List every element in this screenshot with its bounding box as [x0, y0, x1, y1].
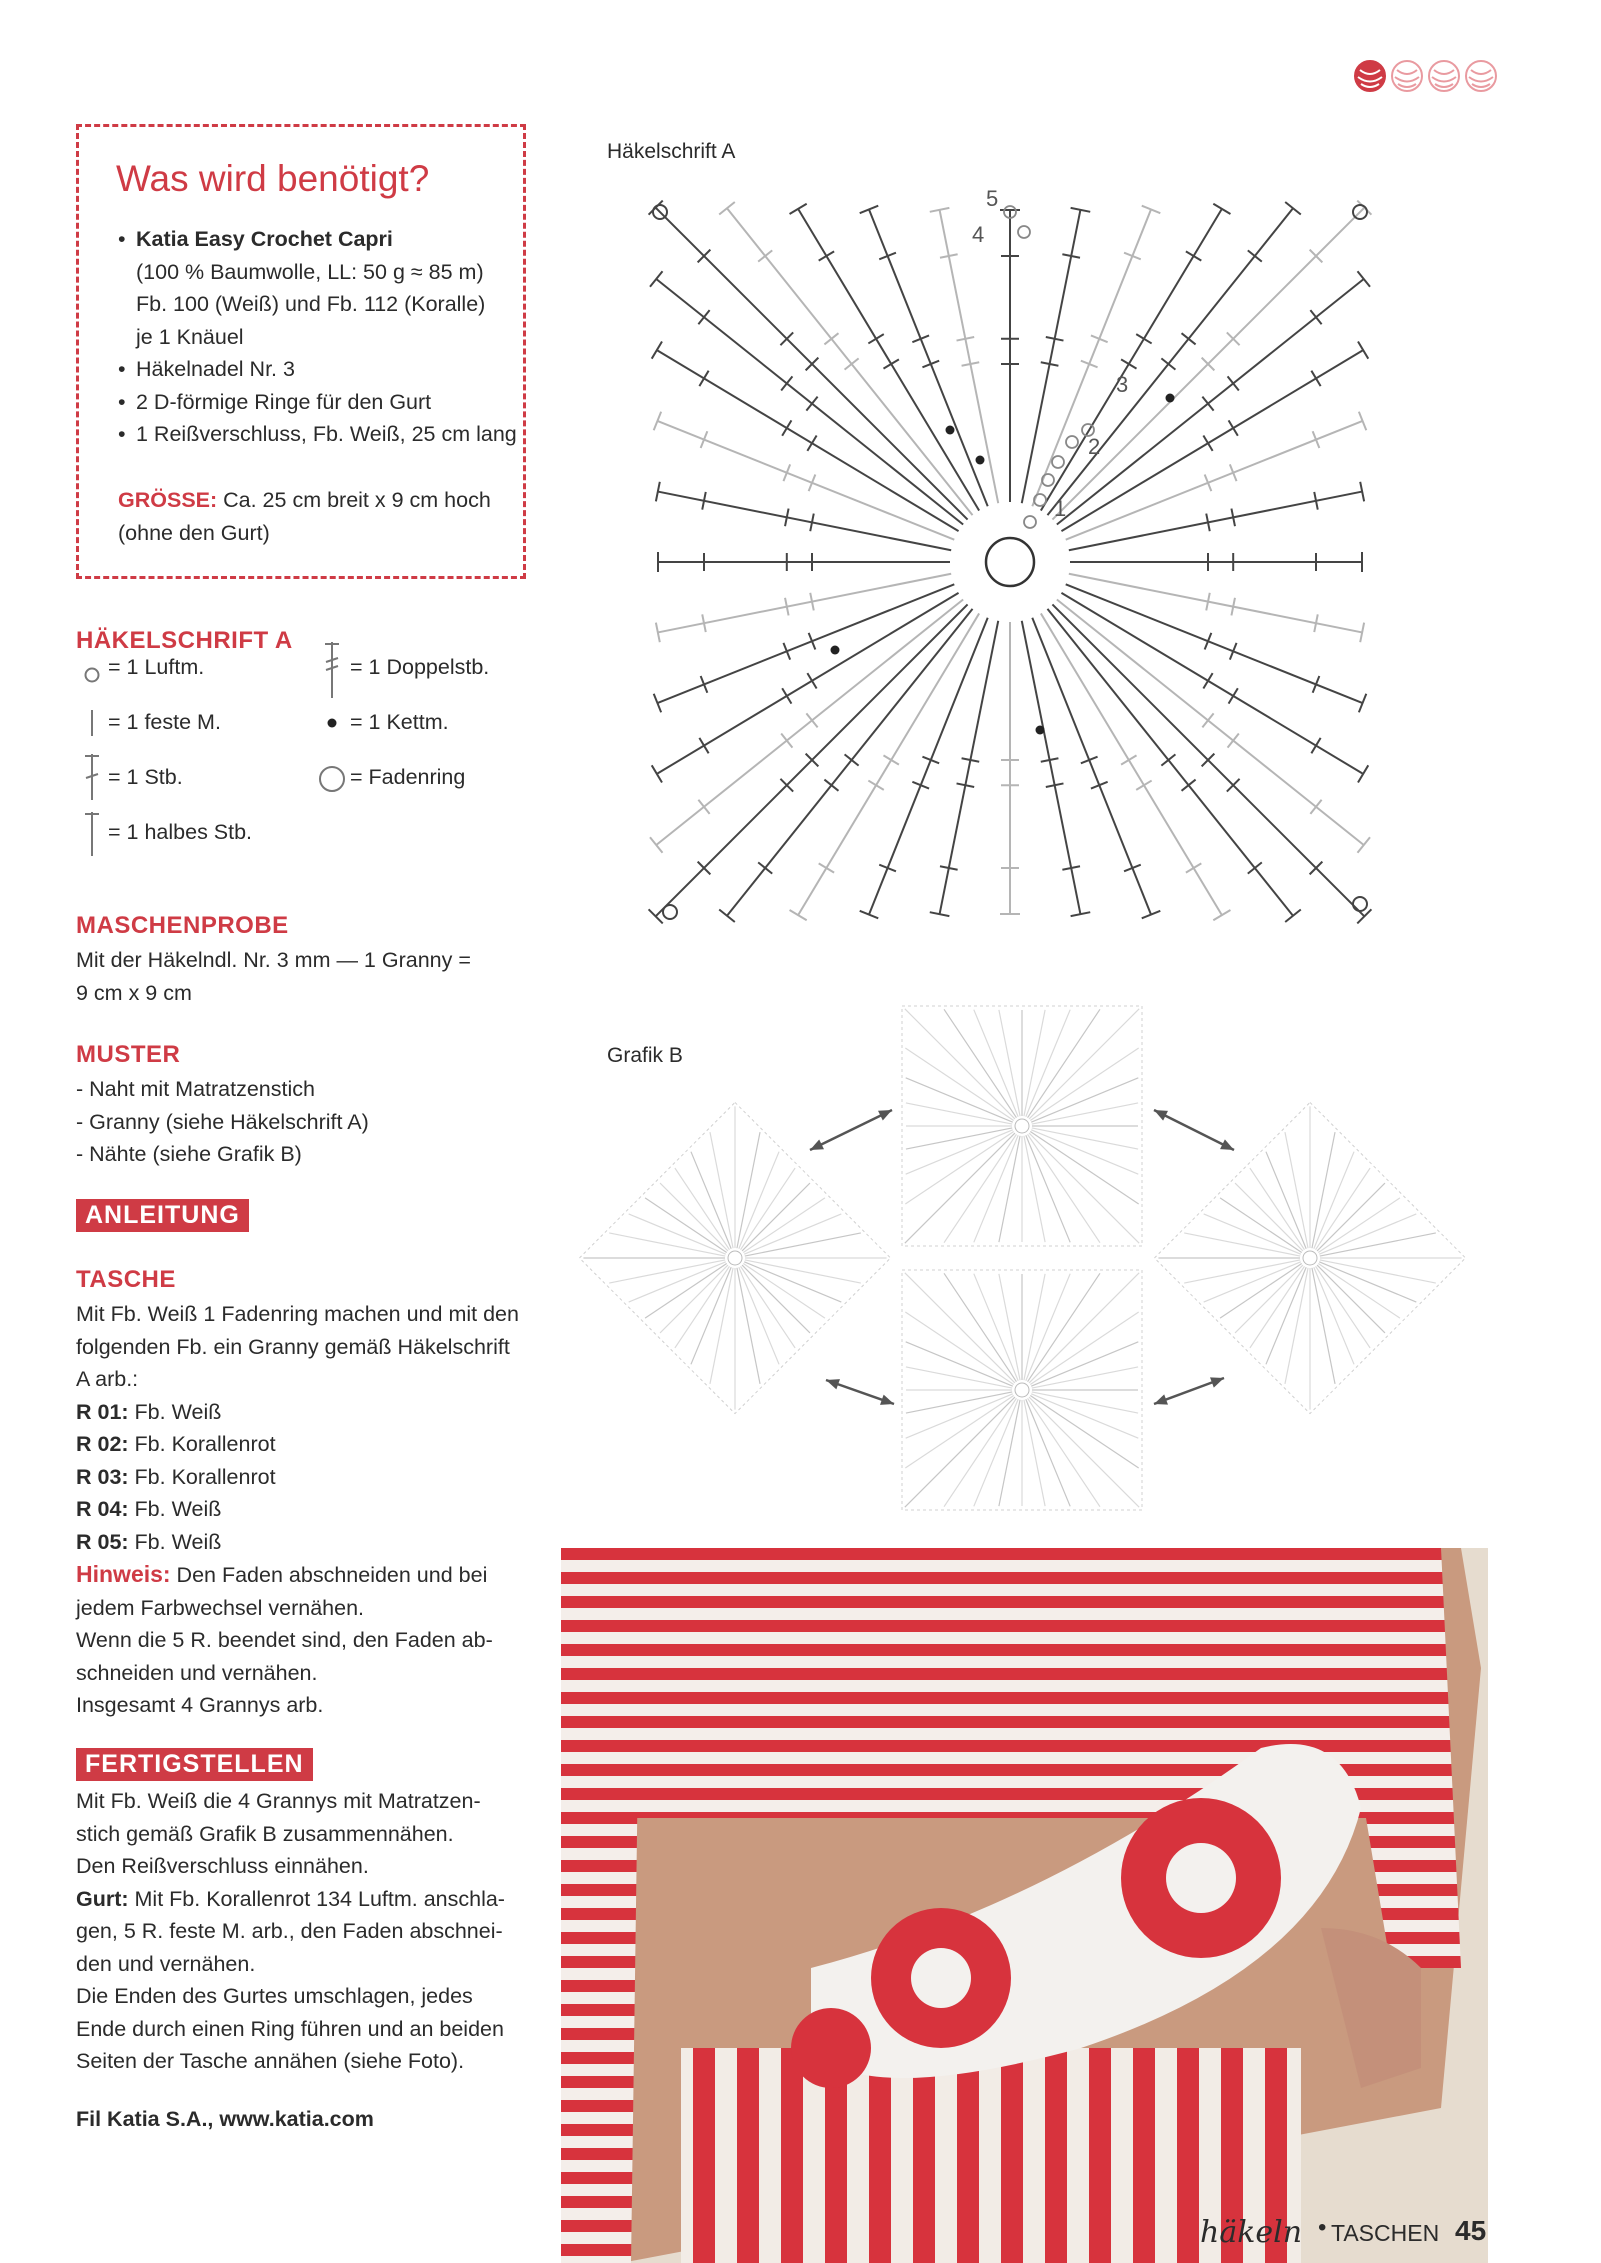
stitch-mark [1229, 688, 1238, 703]
list-item: • 1 Reißverschluss, Fb. Weiß, 25 cm lang [118, 418, 518, 451]
legend-double-crochet: = 1 Stb. [108, 765, 183, 789]
yarn-detail: Fb. 100 (Weiß) und Fb. 112 (Koralle) [136, 292, 486, 316]
stitch-mark [782, 420, 791, 435]
stitch-mark [819, 251, 834, 260]
stitch-mark [1310, 800, 1321, 814]
magic-ring-icon [318, 765, 346, 798]
stitch-mark [1186, 863, 1201, 872]
stitch-mark [819, 863, 834, 872]
pattern-line: - Naht mit Matratzenstich [76, 1077, 315, 1101]
text-line: Die Enden des Gurtes umschlagen, jedes [76, 1984, 473, 2008]
join-arrow [810, 1110, 892, 1150]
chain-mark [1353, 897, 1367, 911]
text-line: Mit Fb. Weiß die 4 Grannys mit Matratzen- [76, 1789, 481, 1813]
chain-mark [1052, 456, 1064, 468]
pattern-line: - Granny (siehe Häkelschrift A) [76, 1109, 369, 1134]
chart-a-title: Häkelschrift A [607, 140, 736, 163]
join-arrow [1154, 1110, 1234, 1150]
text-line: schneiden und vernähen. [76, 1660, 318, 1685]
stitch-mark [1202, 713, 1213, 727]
legend-double-treble: = 1 Doppelstb. [350, 655, 490, 679]
row-line [76, 1493, 546, 1526]
size-label: GRÖSSE: [118, 488, 218, 512]
stitch-mark [1121, 359, 1136, 368]
stitch-mark [1136, 781, 1151, 790]
stitch-mark [868, 334, 883, 343]
materials-title: Was wird benötigt? [116, 158, 430, 199]
text-line: Wenn die 5 R. beendet sind, den Faden ab- [76, 1628, 493, 1652]
stitch-mark [699, 738, 708, 753]
stitch-mark [719, 202, 735, 214]
stitch-mark [905, 1273, 1015, 1383]
stitch-mark [699, 371, 708, 386]
strap-line [76, 1883, 546, 1916]
credit: Fil Katia S.A., www.katia.com [76, 2107, 374, 2131]
stitch-mark [719, 910, 735, 922]
stitch-mark [1121, 755, 1136, 764]
footer-brand: häkeln [1200, 2215, 1303, 2250]
stitch-mark [1229, 420, 1238, 435]
stitch-mark [1158, 1187, 1300, 1329]
slip-stitch-mark [946, 426, 955, 435]
stitch-mark [905, 1009, 1015, 1119]
stitch-mark [758, 250, 772, 261]
text-line: gen, 5 R. feste M. arb., den Faden abschnei- [76, 1919, 503, 1943]
stitch-mark [999, 1400, 1020, 1506]
arrow-head [1210, 1377, 1224, 1387]
text-line: folgenden Fb. ein Granny gemäß Häkelschrift [76, 1334, 510, 1359]
magic-ring-mark [986, 538, 1034, 586]
half-double-icon [82, 810, 102, 863]
instructions-band: ANLEITUNG [76, 1199, 249, 1232]
stitch-mark [1358, 765, 1368, 782]
pattern-title: MUSTER [76, 1041, 181, 1068]
page-number: 45 [1455, 2215, 1487, 2246]
granny-square [579, 1102, 890, 1413]
row-label: R 01: [76, 1399, 129, 1424]
bag-title: TASCHE [76, 1266, 176, 1293]
stitch-mark [906, 1103, 1012, 1124]
stitch-mark [1228, 734, 1239, 748]
row-text: Fb. Weiß [128, 1529, 222, 1554]
stitch-mark [1032, 1103, 1138, 1124]
legend-title: HÄKELSCHRIFT A [76, 627, 293, 654]
yarn-detail: (100 % Baumwolle, LL: 50 g ≈ 85 m) [136, 259, 484, 284]
row-text: Fb. Weiß [128, 1399, 222, 1424]
legend-magic-ring: = Fadenring [350, 765, 466, 789]
stitch-mark [1213, 910, 1230, 920]
stitch-mark [650, 837, 662, 853]
stitch-mark [1024, 1010, 1045, 1116]
stitch-mark [1024, 1400, 1045, 1506]
gauge-title: MASCHENPROBE [76, 912, 289, 939]
legend-chain: = 1 Luftm. [108, 655, 205, 679]
stitch-mark [999, 1136, 1020, 1242]
stitch-mark [999, 1010, 1020, 1116]
row-line [76, 1428, 546, 1461]
row-label: R 02: [76, 1432, 129, 1456]
note-text: Den Faden abschneiden und bei [170, 1563, 488, 1587]
text-line: Seiten der Tasche annähen (siehe Foto). [76, 2049, 465, 2073]
stitch-mark [845, 358, 859, 369]
finishing-text [76, 1785, 546, 2078]
note-label: Hinweis: [76, 1561, 171, 1587]
gauge-text [76, 944, 536, 1009]
stitch-mark [906, 1392, 1012, 1413]
round-label: 3 [1116, 372, 1129, 397]
stitch-mark [1203, 673, 1212, 688]
list-item: • 2 D-förmige Ringe für den Gurt [118, 386, 518, 419]
slip-stitch-mark [831, 646, 840, 655]
row-line [76, 1526, 546, 1559]
list-item: • Häkelnadel Nr. 3 [118, 353, 518, 386]
row-text: Fb. Korallenrot [128, 1432, 276, 1456]
stitch-mark [790, 910, 807, 920]
stitch-mark [1161, 358, 1175, 369]
stitch-mark [1285, 202, 1301, 214]
slip-stitch-mark [1166, 394, 1175, 403]
product-photo [561, 1548, 1488, 2263]
chart-b-title: Grafik B [607, 1044, 683, 1067]
stitch-mark [806, 713, 817, 727]
legend-half-double: = 1 halbes Stb. [108, 820, 253, 844]
stitch-mark [1358, 271, 1370, 287]
stitch-mark [652, 342, 662, 359]
stitch-mark [664, 1106, 806, 1248]
stitch-mark [1024, 1136, 1045, 1242]
stitch-mark [1311, 738, 1320, 753]
gauge-line: 9 cm x 9 cm [76, 980, 192, 1005]
stitch-mark [883, 359, 898, 368]
list-item [118, 223, 518, 353]
text-line: A arb.: [76, 1367, 139, 1391]
yarn-balls-icon [1352, 58, 1502, 94]
text-line: Mit Fb. Weiß 1 Fadenring machen und mit den [76, 1302, 519, 1326]
text-line: jedem Farbwechsel vernähen. [76, 1595, 365, 1620]
stitch-mark [807, 435, 816, 450]
stitch-mark [583, 1187, 725, 1329]
stitch-mark [1239, 1268, 1381, 1410]
stitch-mark [782, 688, 791, 703]
stitch-mark [1032, 1392, 1138, 1413]
stitch-mark [905, 1397, 1015, 1507]
arrow-head [880, 1395, 894, 1405]
stitch-mark [868, 781, 883, 790]
stitch-mark [1136, 334, 1151, 343]
row-line [76, 1396, 546, 1429]
stitch-mark [1228, 376, 1239, 390]
text-line: den und vernähen. [76, 1951, 256, 1976]
stitch-mark [1029, 1009, 1139, 1119]
granny-square [902, 1270, 1142, 1510]
crochet-chart-a [620, 170, 1400, 940]
round-label: 2 [1088, 434, 1101, 459]
text-line: Den Reißverschluss einnähen. [76, 1854, 369, 1878]
stitch-mark [1203, 435, 1212, 450]
stitch-mark [1311, 371, 1320, 386]
magic-ring-mark [1015, 1119, 1029, 1133]
stitch-mark [758, 862, 772, 873]
stitch-mark [1239, 1106, 1381, 1248]
stitch-mark [698, 310, 709, 324]
chain-mark [1066, 436, 1078, 448]
stitch-mark [1029, 1133, 1139, 1243]
stitch-mark [1029, 1397, 1139, 1507]
slip-stitch-mark [976, 456, 985, 465]
text-line: stich gemäß Grafik B zusammennähen. [76, 1821, 454, 1846]
stitch-mark [905, 1133, 1015, 1243]
stitch-mark [781, 376, 792, 390]
stitch-mark [652, 765, 662, 782]
strap-text: Mit Fb. Korallenrot 134 Luftm. anschla- [128, 1886, 505, 1911]
stitch-mark [1182, 333, 1196, 344]
row-line [76, 1461, 546, 1494]
chain-mark [663, 905, 677, 919]
stitch-mark [906, 1367, 1012, 1388]
row-label: R 05: [76, 1529, 129, 1554]
stitch-mark [1285, 910, 1301, 922]
strap-label: Gurt: [76, 1886, 129, 1911]
stitch-mark [999, 1274, 1020, 1380]
stitch-mark [1029, 1273, 1139, 1383]
stitch-mark [906, 1128, 1012, 1149]
size-text [118, 484, 498, 549]
stitch-mark [1358, 837, 1370, 853]
row-text: Fb. Korallenrot [128, 1464, 276, 1489]
materials-list [118, 223, 518, 451]
row-label: R 03: [76, 1464, 129, 1489]
stitch-mark [1161, 754, 1175, 765]
round-label: 4 [972, 222, 985, 247]
stitch-mark [1202, 397, 1213, 411]
stitch-mark [1320, 1187, 1462, 1329]
stitch-mark [1032, 1367, 1138, 1388]
arrow-head [1154, 1394, 1168, 1404]
footer-section: TASCHEN [1331, 2220, 1440, 2246]
round-label: 5 [986, 186, 999, 211]
stitch-mark [781, 734, 792, 748]
granny-square [902, 1006, 1142, 1246]
assembly-chart-b [570, 1000, 1490, 1540]
stitch-mark [1310, 310, 1321, 324]
pattern-line: - Nähte (siehe Grafik B) [76, 1142, 302, 1166]
stitch-mark [1248, 250, 1262, 261]
stitch-mark [1248, 862, 1262, 873]
yarn-name: Katia Easy Crochet Capri [136, 227, 393, 251]
stitch-mark [650, 271, 662, 287]
chain-mark [1018, 226, 1030, 238]
single-crochet-icon [82, 708, 102, 743]
stitch-mark [806, 397, 817, 411]
stitch-mark [698, 800, 709, 814]
yarn-detail: je 1 Knäuel [136, 324, 244, 349]
granny-square [1154, 1102, 1465, 1413]
stitch-mark [1213, 204, 1230, 214]
size-value: Ca. 25 cm breit x 9 cm hoch (ohne den Gurt) [118, 488, 491, 545]
footer-bullet: • [1318, 2214, 1327, 2241]
stitch-mark [664, 1268, 806, 1410]
round-label: 1 [1054, 496, 1067, 521]
note-line [76, 1558, 546, 1592]
pattern-list [76, 1073, 536, 1171]
bag-instructions [76, 1298, 546, 1722]
row-label: R 04: [76, 1497, 129, 1521]
text-line: Ende durch einen Ring führen und an beiden [76, 2016, 504, 2041]
stitch-mark [1358, 342, 1368, 359]
stitch-mark [790, 204, 807, 214]
stitch-mark [824, 333, 838, 344]
magic-ring-mark [1300, 1248, 1320, 1268]
gauge-line: Mit der Häkelndl. Nr. 3 mm — 1 Granny = [76, 948, 471, 972]
chain-mark [1024, 516, 1036, 528]
stitch-mark [1032, 1128, 1138, 1149]
stitch-mark [824, 780, 838, 791]
stitch-mark [1186, 251, 1201, 260]
treble-icon [322, 640, 342, 705]
stitch-mark [845, 754, 859, 765]
magic-ring-mark [725, 1248, 745, 1268]
stitch-mark [883, 755, 898, 764]
row-text: Fb. Weiß [128, 1497, 222, 1521]
legend-single-crochet: = 1 feste M. [108, 710, 221, 734]
chain-icon [82, 665, 102, 690]
double-crochet-icon [82, 752, 102, 807]
stitch-mark [1024, 1274, 1045, 1380]
stitch-mark [1182, 780, 1196, 791]
stitch-mark [745, 1187, 887, 1329]
slip-stitch-icon [322, 713, 342, 738]
magic-ring-mark [1015, 1383, 1029, 1397]
slip-stitch-mark [1036, 726, 1045, 735]
stitch-mark [807, 673, 816, 688]
arrow-head [826, 1379, 840, 1389]
legend-slip-stitch: = 1 Kettm. [350, 710, 449, 734]
finishing-band: FERTIGSTELLEN [76, 1748, 313, 1781]
text-line: Insgesamt 4 Grannys arb. [76, 1693, 324, 1717]
